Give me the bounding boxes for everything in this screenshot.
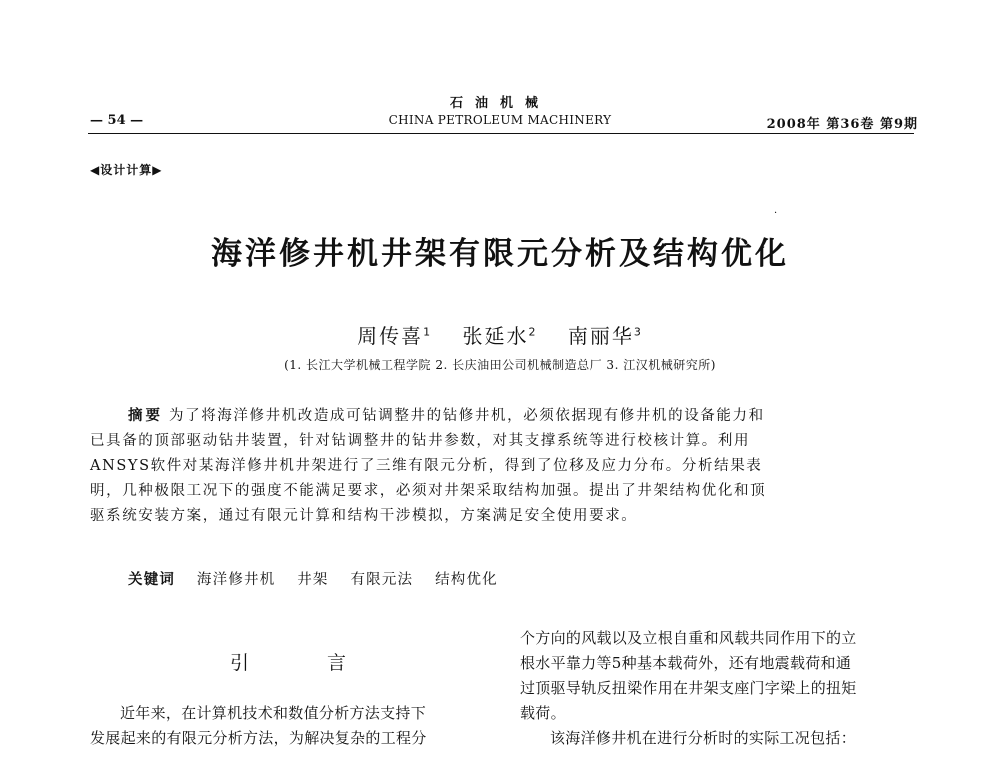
journal-name-chinese: 石油机械 xyxy=(449,96,550,111)
paper-title: 海洋修井机井架有限元分析及结构优化 xyxy=(211,236,789,272)
body-line: 个方向的风载以及立根自重和风载共同作用下的立 xyxy=(520,629,857,647)
affiliations: (1. 长江大学机械工程学院 2. 长庆油田公司机械制造总厂 3. 江汉机械研究所) xyxy=(284,358,716,372)
author-affil-mark: 3 xyxy=(633,325,643,339)
journal-name-english: CHINA PETROLEUM MACHINERY xyxy=(388,113,612,127)
abstract-line: 已具备的顶部驱动钻井装置，针对钻调整井的钻井参数，对其支撑系统等进行校核计算。利用 xyxy=(90,433,751,449)
body-line: 该海洋修井机在进行分析时的实际工况包括： xyxy=(550,729,857,747)
author-affil-mark: 2 xyxy=(528,325,538,339)
abstract-line: 明，几种极限工况下的强度不能满足要求，必须对井架采取结构加强。提出了井架结构优化和顶 xyxy=(90,483,767,499)
body-column-left xyxy=(90,701,490,751)
issue-info: 2008年 第36卷 第9期 xyxy=(766,117,918,132)
body-line: 根水平靠力等5种基本载荷外，还有地震载荷和通 xyxy=(520,654,852,672)
body-line: 过顶驱导轨反扭梁作用在井架支座门字梁上的扭矩 xyxy=(520,679,857,697)
author-name: 张延水 xyxy=(462,324,529,348)
stray-dot: · xyxy=(774,208,778,219)
section-heading-intro: 引言 xyxy=(230,652,425,674)
body-line: 近年来，在计算机技术和数值分析方法支持下 xyxy=(120,704,427,722)
author-name: 周传喜 xyxy=(357,324,424,348)
author-name: 南丽华 xyxy=(567,324,634,348)
keyword: 井架 xyxy=(297,572,329,588)
abstract-line: 摘要 为了将海洋修井机改造成可钻调整井的钻修井机，必须依据现有修井机的设备能力和 xyxy=(128,407,765,424)
body-line: 发展起来的有限元分析方法，为解决复杂的工程分 xyxy=(90,729,427,747)
abstract xyxy=(90,403,910,529)
abstract-line: 驱系统安装方案，通过有限元计算和结构干涉模拟，方案满足安全使用要求。 xyxy=(90,508,638,524)
body-column-right xyxy=(520,626,915,751)
abstract-label: 摘要 xyxy=(128,407,163,424)
body-line: 载荷。 xyxy=(520,704,566,722)
author-affil-mark: 1 xyxy=(423,325,433,339)
keyword: 有限元法 xyxy=(350,572,414,588)
author-list xyxy=(0,320,1000,349)
keyword: 海洋修井机 xyxy=(196,572,276,588)
header-rule xyxy=(88,133,914,134)
section-tag: ◀设计计算▶ xyxy=(90,163,163,177)
keyword: 结构优化 xyxy=(435,572,498,588)
abstract-line: ANSYS软件对某海洋修井机井架进行了三维有限元分析，得到了位移及应力分布。分析结果表 xyxy=(90,458,763,474)
keywords-label: 关键词 xyxy=(128,571,176,588)
keywords xyxy=(128,568,514,589)
page-number: — 54 — xyxy=(90,113,144,128)
